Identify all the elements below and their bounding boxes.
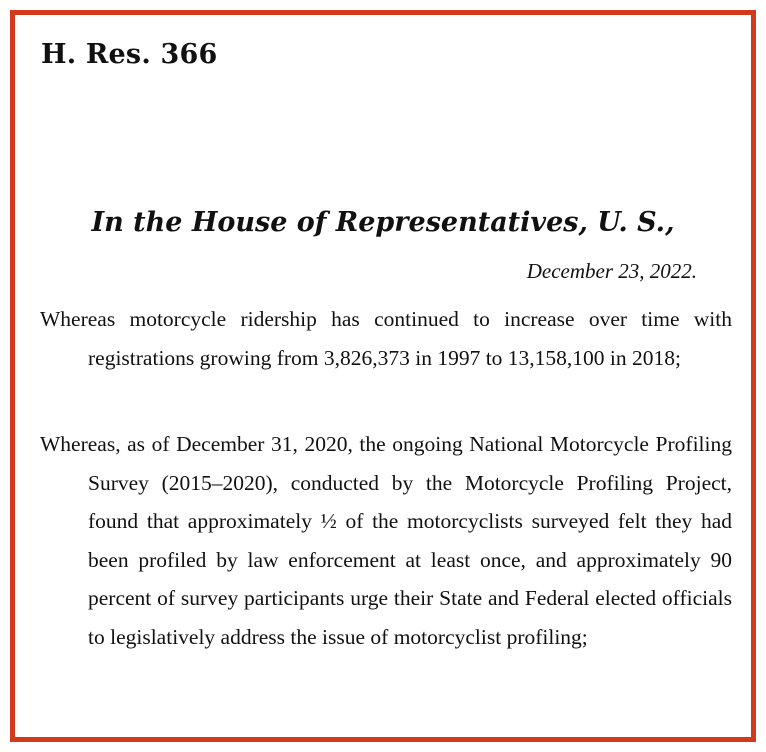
resolution-number: H. Res. 366 <box>41 39 218 70</box>
house-heading: In the House of Representatives, U. S., <box>91 207 675 238</box>
resolution-date: December 23, 2022. <box>526 259 697 283</box>
whereas-clause-profiling-survey: Whereas, as of December 31, 2020, the ongoing National Motorcycle Profiling Survey (2015–2020), conducted by the Motorcycle Profiling Project, found that approximately ½ of the motorcyclists surveyed felt they had been profiled by law enforcement at least once, and approximately 90 percent of survey participants urge their State and Federal elected officials to legislatively address the issue of motorcyclist profiling; <box>40 432 732 649</box>
whereas-clause-ridership: Whereas motorcycle ridership has continued to increase over time with registrations growing from 3,826,373 in 1997 to 13,158,100 in 2018; <box>40 307 732 370</box>
document-frame <box>10 10 756 742</box>
